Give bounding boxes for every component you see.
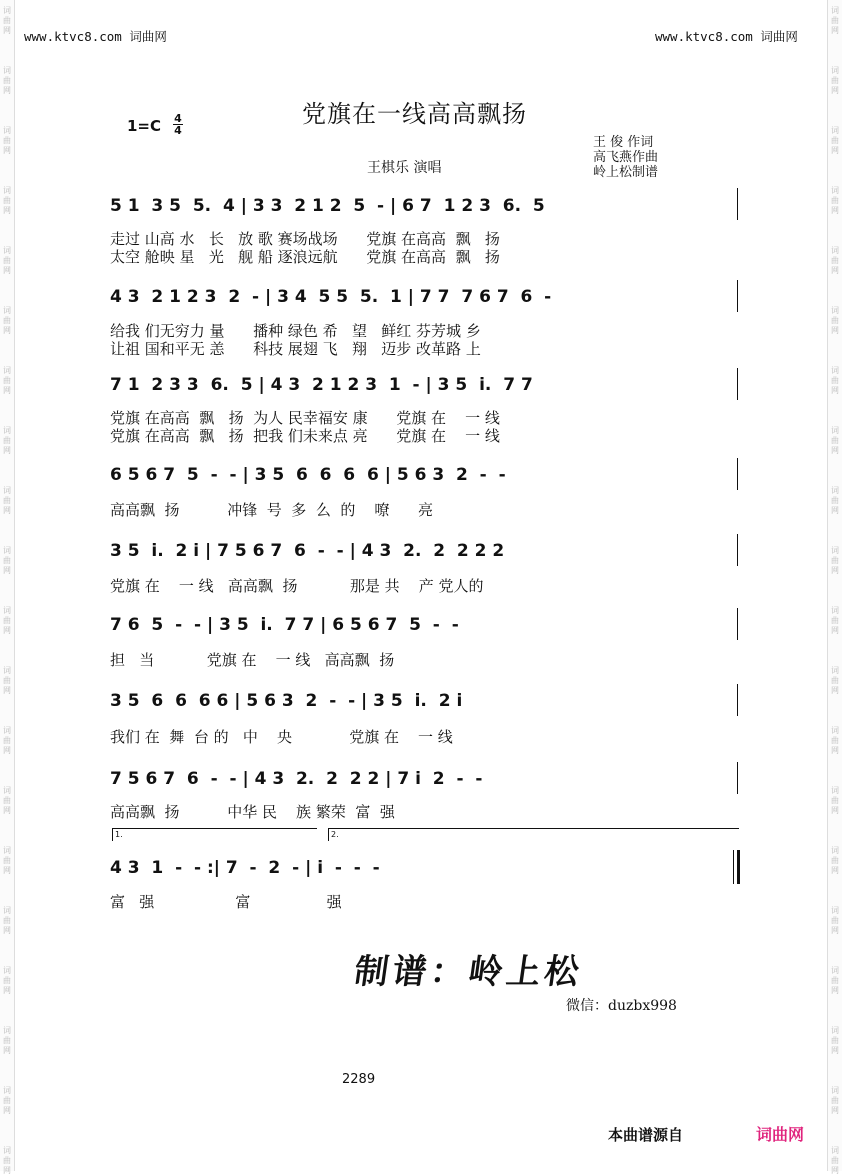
- side-watermark-char: 曲: [831, 136, 839, 145]
- side-watermark-char: 词: [831, 846, 839, 855]
- side-watermark-char: 词: [831, 966, 839, 975]
- side-watermark-char: 曲: [831, 316, 839, 325]
- side-watermark-char: 网: [831, 1166, 839, 1175]
- side-watermark-char: 网: [831, 806, 839, 815]
- side-watermark-char: 网: [3, 806, 11, 815]
- barline: [737, 762, 738, 794]
- side-watermark-char: 网: [3, 206, 11, 215]
- notes-row-3: 7 1 2 3 3 6. 5 | 4 3 2 1 2 3 1 - | 3 5 i. 7 7: [110, 375, 533, 395]
- transcriber-signature: 制谱：岭上松: [351, 952, 586, 992]
- notes-row-4: 6 5 6 7 5 - - | 3 5 6 6 6 6 | 5 6 3 2 - -: [110, 465, 506, 485]
- side-watermark-char: 曲: [3, 976, 11, 985]
- side-watermark-char: 曲: [3, 256, 11, 265]
- side-watermark-char: 网: [831, 266, 839, 275]
- side-watermark-char: 网: [3, 566, 11, 575]
- side-watermark-char: 网: [831, 446, 839, 455]
- side-watermark-char: 曲: [3, 136, 11, 145]
- side-watermark-char: 曲: [831, 496, 839, 505]
- side-watermark-char: 词: [831, 1146, 839, 1155]
- side-watermark-char: 词: [831, 366, 839, 375]
- side-watermark-char: 词: [3, 366, 11, 375]
- side-watermark-char: 网: [831, 686, 839, 695]
- side-watermark-char: 词: [831, 246, 839, 255]
- side-watermark-char: 曲: [3, 796, 11, 805]
- side-watermark-char: 词: [3, 1026, 11, 1035]
- barline: [737, 534, 738, 566]
- side-watermark-char: 曲: [831, 676, 839, 685]
- side-watermark-char: 网: [3, 866, 11, 875]
- lyric-row-8: 高高飘 扬 中华 民 族 繁荣 富 强: [110, 803, 395, 821]
- barline: [737, 280, 738, 312]
- side-watermark-char: 词: [3, 606, 11, 615]
- side-watermark-char: 词: [3, 126, 11, 135]
- side-watermark-char: 曲: [3, 496, 11, 505]
- side-watermark-char: 曲: [831, 736, 839, 745]
- side-watermark-char: 网: [831, 986, 839, 995]
- lyric-row-5: 党旗 在 一 线 高高飘 扬 那是 共 产 党人的: [110, 577, 484, 595]
- notes-row-9: 4 3 1 - - :| 7 - 2 - | i - - -: [110, 858, 380, 878]
- lyric-row-2-verse-2: 让祖 国和平无 恙 科技 展翅 飞 翔 迈步 改革路 上: [110, 340, 481, 358]
- song-title: 党旗在一线高高飘扬: [302, 100, 527, 128]
- side-watermark-char: 网: [3, 506, 11, 515]
- final-thin-barline: [733, 850, 734, 884]
- wechat-contact: 微信：duzbx998: [566, 998, 677, 1014]
- side-watermark-char: 词: [3, 546, 11, 555]
- side-watermark-char: 词: [831, 786, 839, 795]
- side-watermark-char: 词: [831, 66, 839, 75]
- side-watermark-char: 曲: [3, 676, 11, 685]
- side-watermark-char: 词: [3, 306, 11, 315]
- transcriber: 岭上松制谱: [593, 165, 659, 180]
- notes-row-5: 3 5 i. 2 i | 7 5 6 7 6 - - | 4 3 2. 2 2 2 2: [110, 541, 505, 561]
- side-watermark-char: 词: [3, 906, 11, 915]
- side-watermark-char: 网: [3, 1106, 11, 1115]
- barline: [737, 458, 738, 490]
- side-watermark-char: 曲: [3, 196, 11, 205]
- side-watermark-char: 词: [831, 726, 839, 735]
- side-watermark-char: 词: [3, 726, 11, 735]
- side-watermark-char: 曲: [831, 556, 839, 565]
- brand-logo[interactable]: 词曲网: [756, 1125, 805, 1144]
- side-watermark-char: 词: [831, 6, 839, 15]
- volta-2: 2.: [328, 828, 739, 841]
- side-watermark-char: 曲: [3, 436, 11, 445]
- notes-row-2: 4 3 2 1 2 3 2 - | 3 4 5 5 5. 1 | 7 7 7 6 7 6 -: [110, 287, 552, 307]
- key-signature: 1=C: [127, 117, 162, 135]
- side-watermark-char: 网: [3, 446, 11, 455]
- side-watermark-char: 词: [3, 426, 11, 435]
- side-watermark-char: 词: [831, 486, 839, 495]
- side-watermark-char: 网: [3, 926, 11, 935]
- side-watermark-char: 网: [3, 986, 11, 995]
- barline: [737, 368, 738, 400]
- side-watermark-char: 网: [3, 146, 11, 155]
- side-watermark-char: 曲: [3, 556, 11, 565]
- side-watermark-char: 词: [3, 6, 11, 15]
- side-watermark-char: 曲: [3, 616, 11, 625]
- side-watermark-char: 词: [3, 66, 11, 75]
- source-label: 本曲谱源自: [608, 1126, 684, 1144]
- side-watermark-char: 网: [831, 746, 839, 755]
- side-watermark-char: 曲: [831, 16, 839, 25]
- side-watermark-char: 网: [831, 146, 839, 155]
- lyric-row-7: 我们 在 舞 台 的 中 央 党旗 在 一 线: [110, 728, 453, 746]
- side-watermark-char: 词: [3, 846, 11, 855]
- side-watermark-char: 网: [3, 386, 11, 395]
- side-watermark-char: 网: [831, 926, 839, 935]
- volta-1: 1.: [112, 828, 317, 841]
- composer: 高飞燕作曲: [593, 150, 659, 165]
- side-watermark-char: 曲: [831, 976, 839, 985]
- side-watermark-char: 网: [831, 566, 839, 575]
- header-left-site[interactable]: www.ktvc8.com 词曲网: [24, 29, 167, 44]
- side-watermark-char: 曲: [3, 316, 11, 325]
- notes-row-1: 5 1 3 5 5. 4 | 3 3 2 1 2 5 - | 6 7 1 2 3 6. 5: [110, 196, 545, 216]
- side-watermark-char: 曲: [831, 916, 839, 925]
- lyric-row-2-verse-1: 给我 们无穷力 量 播种 绿色 希 望 鲜红 芬芳城 乡: [110, 322, 481, 340]
- side-watermark-char: 网: [831, 326, 839, 335]
- side-watermark-char: 词: [831, 306, 839, 315]
- side-watermark-char: 词: [831, 546, 839, 555]
- side-watermark-char: 词: [3, 246, 11, 255]
- left-margin-strip: [0, 0, 15, 1175]
- lyric-row-9: 富 强 富 强: [110, 893, 342, 911]
- side-watermark-char: 网: [3, 746, 11, 755]
- side-watermark-char: 词: [831, 666, 839, 675]
- barline: [737, 188, 738, 220]
- side-watermark-char: 曲: [831, 256, 839, 265]
- side-watermark-char: 网: [3, 326, 11, 335]
- side-watermark-char: 曲: [831, 76, 839, 85]
- side-watermark-char: 词: [3, 666, 11, 675]
- side-watermark-char: 曲: [3, 1096, 11, 1105]
- side-watermark-char: 曲: [3, 1036, 11, 1045]
- notes-row-6: 7 6 5 - - | 3 5 i. 7 7 | 6 5 6 7 5 - -: [110, 615, 459, 635]
- time-signature: 4 4: [174, 112, 182, 137]
- side-watermark-char: 网: [3, 1046, 11, 1055]
- side-watermark-char: 曲: [3, 16, 11, 25]
- barline: [737, 608, 738, 640]
- side-watermark-char: 网: [3, 86, 11, 95]
- side-watermark-char: 曲: [3, 376, 11, 385]
- side-watermark-char: 词: [831, 1086, 839, 1095]
- notes-row-7: 3 5 6 6 6 6 | 5 6 3 2 - - | 3 5 i. 2 i: [110, 691, 463, 711]
- side-watermark-char: 曲: [3, 856, 11, 865]
- side-watermark-char: 网: [831, 506, 839, 515]
- side-watermark-char: 网: [3, 1166, 11, 1175]
- side-watermark-char: 网: [831, 1046, 839, 1055]
- side-watermark-char: 曲: [3, 916, 11, 925]
- side-watermark-char: 曲: [831, 376, 839, 385]
- side-watermark-char: 词: [831, 906, 839, 915]
- barline: [737, 684, 738, 716]
- side-watermark-char: 网: [3, 266, 11, 275]
- side-watermark-char: 曲: [831, 796, 839, 805]
- side-watermark-char: 曲: [831, 856, 839, 865]
- lyric-row-6: 担 当 党旗 在 一 线 高高飘 扬: [110, 651, 395, 669]
- final-thick-barline: [737, 850, 740, 884]
- side-watermark-char: 词: [831, 126, 839, 135]
- side-watermark-char: 词: [3, 1086, 11, 1095]
- side-watermark-char: 曲: [831, 196, 839, 205]
- right-margin-strip: [827, 0, 842, 1175]
- side-watermark-char: 曲: [831, 1036, 839, 1045]
- side-watermark-char: 曲: [831, 436, 839, 445]
- page-number: 2289: [342, 1072, 376, 1087]
- lyric-row-1-verse-2: 太空 舱映 星 光 舰 船 逐浪远航 党旗 在高高 飘 扬: [110, 248, 500, 266]
- side-watermark-char: 词: [831, 426, 839, 435]
- lyric-row-3-verse-1: 党旗 在高高 飘 扬 为人 民幸福安 康 党旗 在 一 线: [110, 409, 500, 427]
- side-watermark-char: 词: [831, 1026, 839, 1035]
- side-watermark-char: 网: [831, 26, 839, 35]
- side-watermark-char: 网: [831, 866, 839, 875]
- side-watermark-char: 词: [3, 186, 11, 195]
- header-right-site[interactable]: www.ktvc8.com 词曲网: [655, 29, 798, 44]
- side-watermark-char: 网: [831, 206, 839, 215]
- side-watermark-char: 曲: [831, 616, 839, 625]
- side-watermark-char: 曲: [3, 736, 11, 745]
- side-watermark-char: 网: [831, 1106, 839, 1115]
- side-watermark-char: 曲: [831, 1156, 839, 1165]
- side-watermark-char: 词: [831, 606, 839, 615]
- side-watermark-char: 网: [831, 386, 839, 395]
- lyric-row-3-verse-2: 党旗 在高高 飘 扬 把我 们未来点 亮 党旗 在 一 线: [110, 427, 500, 445]
- lyricist: 王 俊 作词: [593, 135, 654, 150]
- lyric-row-4: 高高飘 扬 冲锋 号 多 么 的 嘹 亮: [110, 501, 434, 519]
- side-watermark-char: 网: [3, 686, 11, 695]
- notes-row-8: 7 5 6 7 6 - - | 4 3 2. 2 2 2 | 7 i 2 - -: [110, 769, 483, 789]
- side-watermark-char: 词: [3, 786, 11, 795]
- side-watermark-char: 词: [3, 1146, 11, 1155]
- side-watermark-char: 网: [3, 26, 11, 35]
- side-watermark-char: 网: [3, 626, 11, 635]
- side-watermark-char: 网: [831, 626, 839, 635]
- side-watermark-char: 网: [831, 86, 839, 95]
- singer: 王棋乐 演唱: [367, 160, 442, 176]
- side-watermark-char: 词: [3, 486, 11, 495]
- side-watermark-char: 曲: [831, 1096, 839, 1105]
- lyric-row-1-verse-1: 走过 山高 水 长 放 歌 赛场战场 党旗 在高高 飘 扬: [110, 230, 500, 248]
- side-watermark-char: 曲: [3, 1156, 11, 1165]
- side-watermark-char: 曲: [3, 76, 11, 85]
- side-watermark-char: 词: [831, 186, 839, 195]
- side-watermark-char: 词: [3, 966, 11, 975]
